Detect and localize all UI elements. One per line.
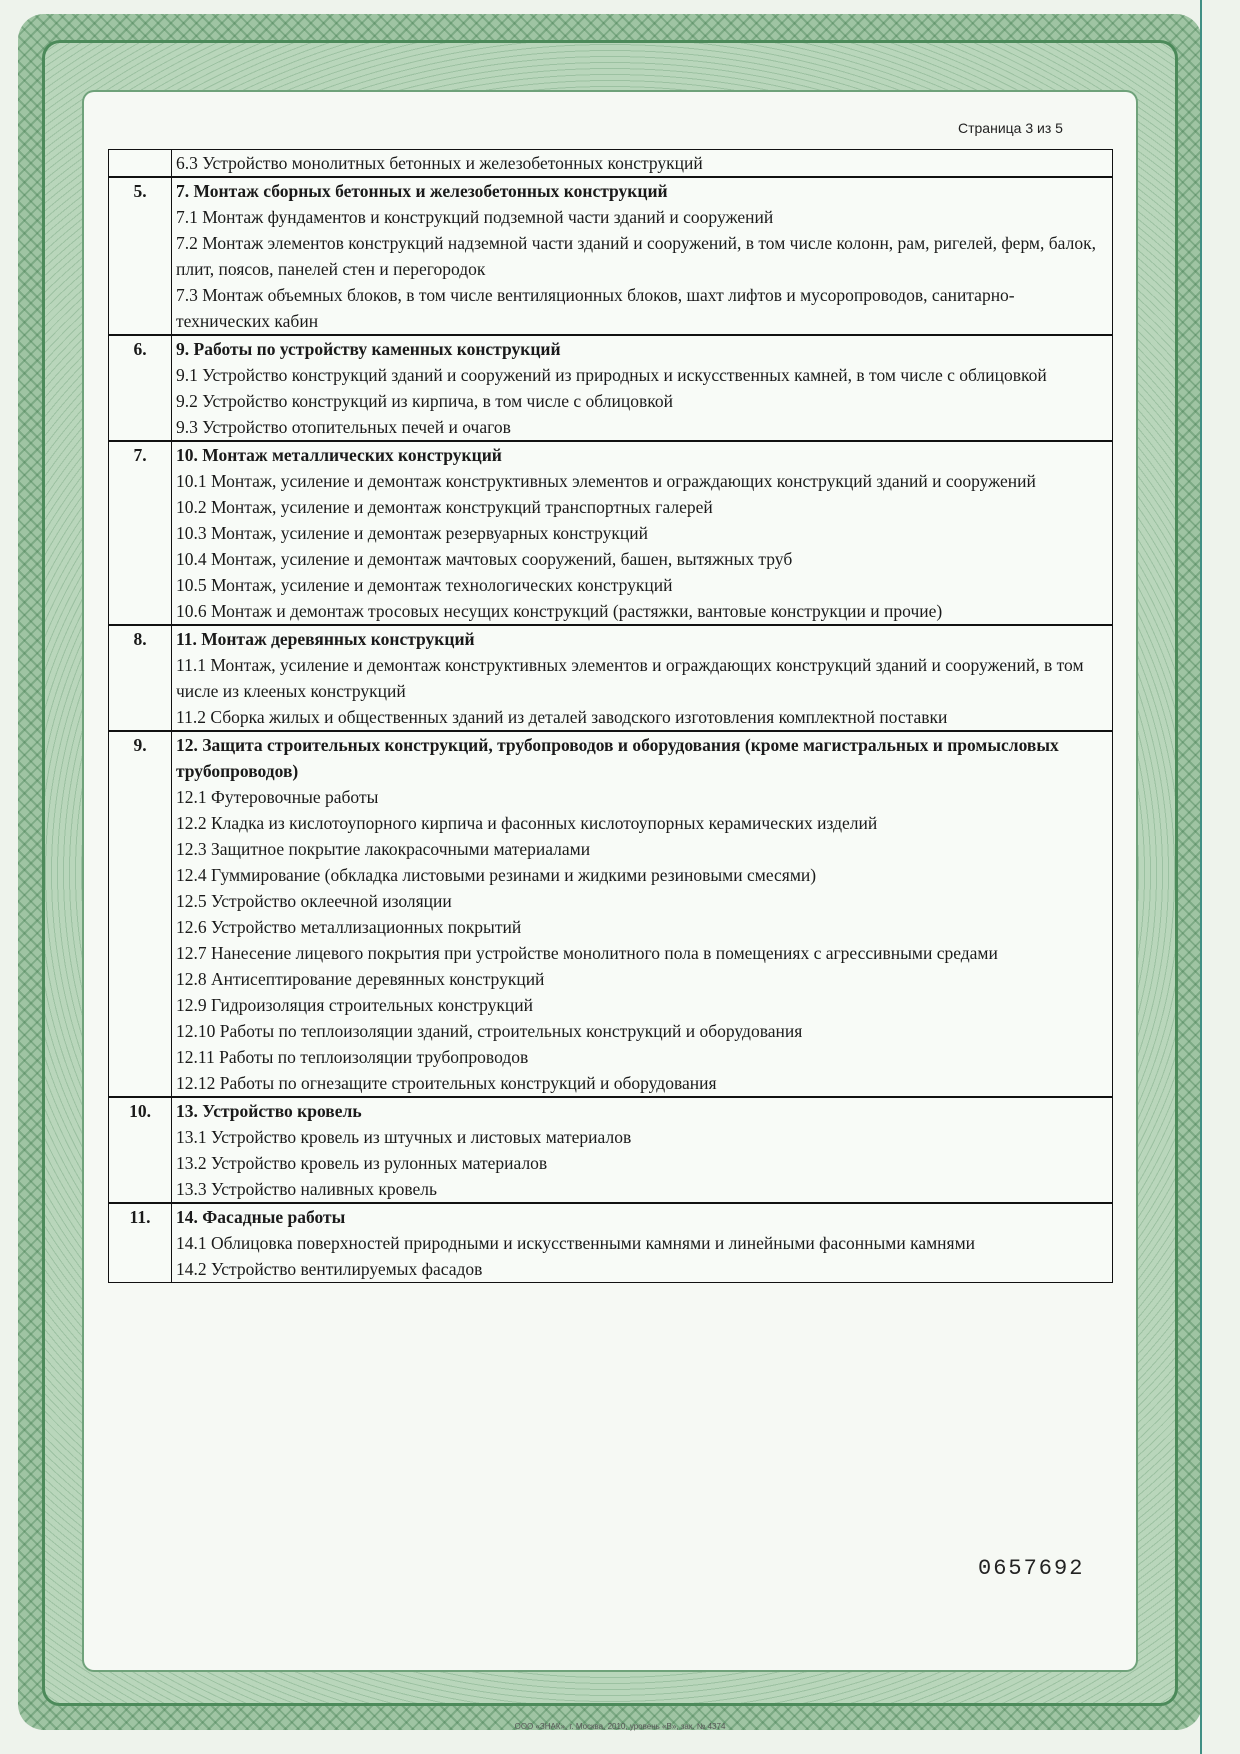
work-item: 14.2 Устройство вентилируемых фасадов — [176, 1259, 483, 1279]
work-item: 11.2 Сборка жилых и общественных зданий из деталей заводского изготовления комплектной поставки — [176, 707, 948, 727]
work-item: 12.1 Футеровочные работы — [176, 787, 379, 807]
work-item: 13.3 Устройство наливных кровель — [176, 1179, 438, 1199]
row-content — [172, 177, 1113, 335]
row-number — [109, 150, 172, 178]
table-row — [109, 1097, 1113, 1203]
work-item: 13.1 Устройство кровель из штучных и листовых материалов — [176, 1127, 632, 1147]
work-item: 12.12 Работы по огнезащите строительных конструкций и оборудования — [176, 1073, 717, 1093]
work-item: 6.3 Устройство монолитных бетонных и железобетонных конструкций — [176, 153, 703, 173]
section-heading: 10. Монтаж металлических конструкций — [176, 445, 502, 465]
row-content — [172, 1203, 1113, 1283]
row-number: 11. — [109, 1203, 172, 1283]
work-item: 12.7 Нанесение лицевого покрытия при устройстве монолитного пола в помещениях с агрессивными средами — [176, 943, 998, 963]
table-row — [109, 150, 1113, 178]
work-item: 9.3 Устройство отопительных печей и очагов — [176, 417, 511, 437]
work-item: 7.1 Монтаж фундаментов и конструкций подземной части зданий и сооружений — [176, 207, 774, 227]
row-content — [172, 625, 1113, 731]
row-number: 8. — [109, 625, 172, 731]
work-types-table — [108, 149, 1113, 1283]
section-heading: 7. Монтаж сборных бетонных и железобетонных конструкций — [176, 181, 668, 201]
row-number: 10. — [109, 1097, 172, 1203]
work-item: 12.6 Устройство металлизационных покрытий — [176, 917, 522, 937]
table-row — [109, 441, 1113, 625]
work-item: 12.8 Антисептирование деревянных конструкций — [176, 969, 545, 989]
table-row — [109, 625, 1113, 731]
serial-number: 0657692 — [978, 1556, 1085, 1581]
work-item: 10.1 Монтаж, усиление и демонтаж конструктивных элементов и ограждающих конструкций зданий и сооружений — [176, 471, 1036, 491]
work-item: 12.10 Работы по теплоизоляции зданий, строительных конструкций и оборудования — [176, 1021, 803, 1041]
section-heading: 9. Работы по устройству каменных конструкций — [176, 339, 561, 359]
table-row — [109, 335, 1113, 441]
section-heading: 13. Устройство кровель — [176, 1101, 362, 1121]
work-item: 10.3 Монтаж, усиление и демонтаж резервуарных конструкций — [176, 523, 648, 543]
row-content — [172, 441, 1113, 625]
work-item: 10.5 Монтаж, усиление и демонтаж технологических конструкций — [176, 575, 673, 595]
row-number: 7. — [109, 441, 172, 625]
work-item: 13.2 Устройство кровель из рулонных материалов — [176, 1153, 548, 1173]
table-row — [109, 1203, 1113, 1283]
row-number: 6. — [109, 335, 172, 441]
row-content — [172, 731, 1113, 1097]
work-item: 12.9 Гидроизоляция строительных конструкций — [176, 995, 533, 1015]
work-item: 10.6 Монтаж и демонтаж тросовых несущих конструкций (растяжки, вантовые конструкции и прочие) — [176, 601, 943, 621]
table-row — [109, 177, 1113, 335]
section-heading: 11. Монтаж деревянных конструкций — [176, 629, 475, 649]
work-item: 7.2 Монтаж элементов конструкций надземной части зданий и сооружений, в том числе колонн, рам, ригелей, ферм, балок, плит, поясов, панелей стен и перегородок — [176, 233, 1096, 279]
work-item: 12.11 Работы по теплоизоляции трубопроводов — [176, 1047, 529, 1067]
work-item: 12.3 Защитное покрытие лакокрасочными материалами — [176, 839, 591, 859]
section-heading: 12. Защита строительных конструкций, трубопроводов и оборудования (кроме магистральных и промысловых трубопроводов) — [176, 735, 1059, 781]
work-item: 9.2 Устройство конструкций из кирпича, в том числе с облицовкой — [176, 391, 673, 411]
work-types-table-body — [109, 150, 1113, 1283]
row-content — [172, 335, 1113, 441]
work-item: 14.1 Облицовка поверхностей природными и искусственными камнями и линейными фасонными камнями — [176, 1233, 976, 1253]
work-item: 7.3 Монтаж объемных блоков, в том числе вентиляционных блоков, шахт лифтов и мусоропроводов, санитарно-технических кабин — [176, 285, 1015, 331]
work-item: 12.4 Гуммирование (обкладка листовыми резинами и жидкими резиновыми смесями) — [176, 865, 817, 885]
page-number: Страница 3 из 5 — [958, 120, 1063, 136]
row-content — [172, 150, 1113, 178]
row-number: 9. — [109, 731, 172, 1097]
work-item: 10.2 Монтаж, усиление и демонтаж конструкций транспортных галерей — [176, 497, 713, 517]
work-item: 12.5 Устройство оклеечной изоляции — [176, 891, 452, 911]
work-item: 11.1 Монтаж, усиление и демонтаж конструктивных элементов и ограждающих конструкций зданий и сооружений, в том числе из клееных конструкций — [176, 655, 1084, 701]
row-content — [172, 1097, 1113, 1203]
table-row — [109, 731, 1113, 1097]
work-item: 9.1 Устройство конструкций зданий и сооружений из природных и искусственных камней, в том числе с облицовкой — [176, 365, 1047, 385]
binding-line — [1200, 0, 1202, 1754]
printer-imprint: ООО «ЗНАК», г. Москва, 2010, уровень «В», зак. № 4374 — [514, 1722, 726, 1731]
work-item: 10.4 Монтаж, усиление и демонтаж мачтовых сооружений, башен, вытяжных труб — [176, 549, 793, 569]
row-number: 5. — [109, 177, 172, 335]
work-item: 12.2 Кладка из кислотоупорного кирпича и фасонных кислотоупорных керамических изделий — [176, 813, 878, 833]
section-heading: 14. Фасадные работы — [176, 1207, 346, 1227]
